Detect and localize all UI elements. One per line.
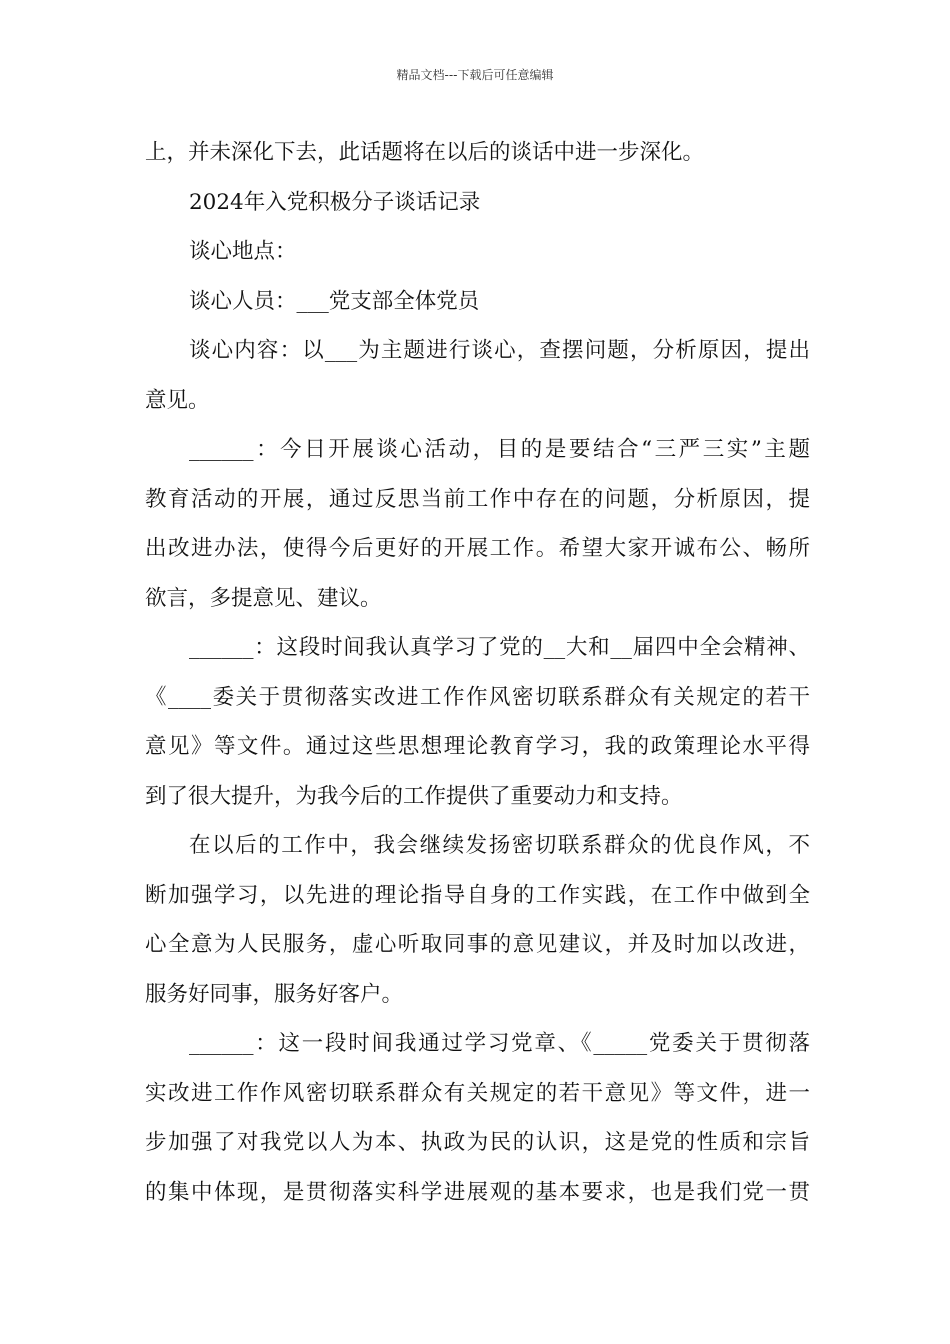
text-line: ______：这一段时间我通过学习党章、《_____党委关于贯彻落 bbox=[189, 1031, 810, 1056]
text-line: 意见。 bbox=[145, 387, 210, 413]
text-line: 实改进工作作风密切联系群众有关规定的若干意见》等文件，进一 bbox=[145, 1080, 810, 1106]
text-line: 在以后的工作中，我会继续发扬密切联系群众的优良作风，不 bbox=[189, 833, 810, 858]
text-line: 教育活动的开展，通过反思当前工作中存在的问题，分析原因，提 bbox=[145, 486, 810, 512]
text-line: ______：今日开展谈心活动，目的是要结合“三严三实”主题 bbox=[189, 437, 810, 462]
text-line: 到了很大提升，为我今后的工作提供了重要动力和支持。 bbox=[145, 783, 683, 809]
document-title: 2024年入党积极分子谈话记录 bbox=[189, 189, 481, 215]
text-line: 《____委关于贯彻落实改进工作作风密切联系群众有关规定的若干 bbox=[145, 684, 810, 710]
text-line: 服务好同事，服务好客户。 bbox=[145, 981, 404, 1007]
talk-location: 谈心地点： bbox=[189, 239, 297, 264]
text-line: 心全意为人民服务，虚心听取同事的意见建议，并及时加以改进， bbox=[145, 932, 810, 957]
talk-participants: 谈心人员：___党支部全体党员 bbox=[189, 288, 480, 314]
text-line: 步加强了对我党以人为本、执政为民的认识，这是党的性质和宗旨 bbox=[145, 1130, 810, 1155]
text-line: 断加强学习，以先进的理论指导自身的工作实践，在工作中做到全 bbox=[145, 882, 810, 908]
text-line: 出改进办法，使得今后更好的开展工作。希望大家开诚布公、畅所 bbox=[145, 536, 810, 561]
text-line: 的集中体现，是贯彻落实科学进展观的基本要求，也是我们党一贯 bbox=[145, 1179, 810, 1205]
text-line: 欲言，多提意见、建议。 bbox=[145, 585, 382, 611]
talk-content: 谈心内容：以___为主题进行谈心，查摆问题，分析原因，提出 bbox=[189, 338, 810, 363]
document-body bbox=[145, 128, 810, 1217]
page-header: 精品文档---下载后可任意编辑 bbox=[396, 68, 554, 82]
text-line: ______：这段时间我认真学习了党的__大和__届四中全会精神、 bbox=[189, 635, 810, 660]
text-line: 意见》等文件。通过这些思想理论教育学习，我的政策理论水平得 bbox=[145, 734, 810, 759]
text-line: 上，并未深化下去，此话题将在以后的谈话中进一步深化。 bbox=[145, 140, 705, 165]
